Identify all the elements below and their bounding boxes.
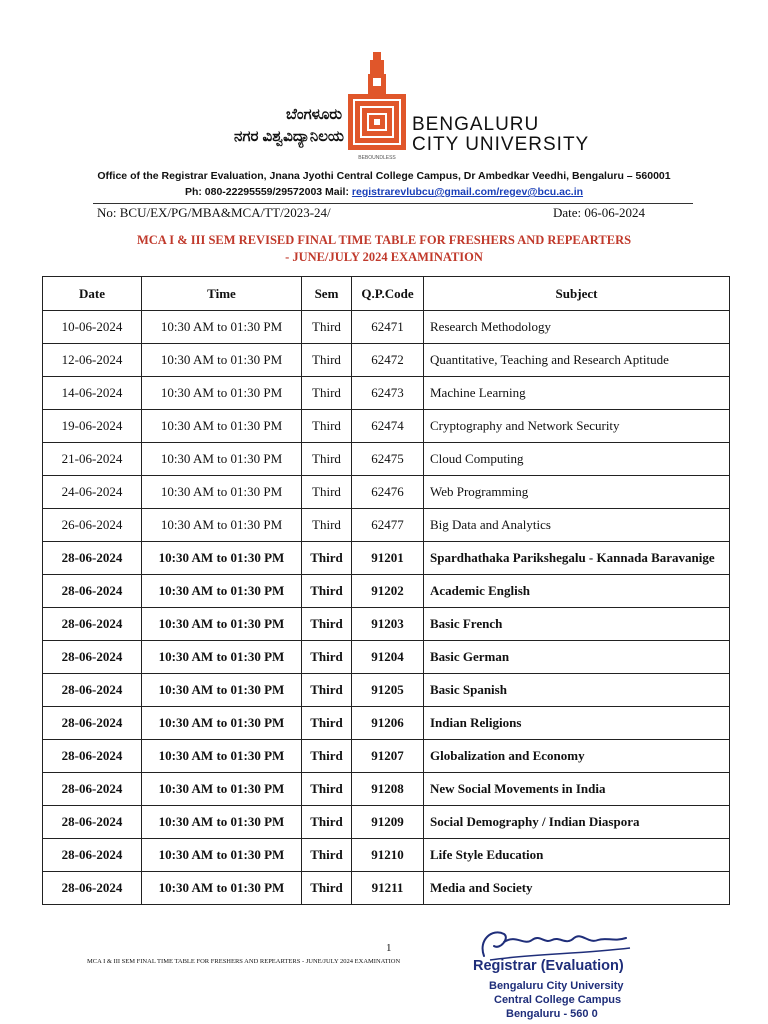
cell-time: 10:30 AM to 01:30 PM (142, 575, 302, 608)
table-row (43, 311, 730, 344)
cell-qp-code: 91211 (352, 872, 424, 905)
cell-sem: Third (302, 839, 352, 872)
cell-qp-code: 62474 (352, 410, 424, 443)
cell-date: 26-06-2024 (43, 509, 142, 542)
cell-date: 28-06-2024 (43, 740, 142, 773)
table-row (43, 509, 730, 542)
reference-number: No: BCU/EX/PG/MBA&MCA/TT/2023-24/ (97, 205, 331, 220)
phone-mail-prefix: Ph: 080-22295559/29572003 Mail: (184, 186, 349, 198)
cell-subject: Globalization and Economy (424, 740, 730, 773)
cell-time: 10:30 AM to 01:30 PM (142, 707, 302, 740)
cell-qp-code: 62475 (352, 443, 424, 476)
cell-date: 28-06-2024 (43, 839, 142, 872)
cell-qp-code: 91207 (352, 740, 424, 773)
cell-qp-code: 91206 (352, 707, 424, 740)
cell-subject: Web Programming (424, 476, 730, 509)
cell-subject: Big Data and Analytics (424, 509, 730, 542)
cell-time: 10:30 AM to 01:30 PM (142, 377, 302, 410)
cell-qp-code: 91208 (352, 773, 424, 806)
cell-date: 28-06-2024 (43, 641, 142, 674)
cell-date: 28-06-2024 (43, 575, 142, 608)
svg-text:BEBOUNDLESS: BEBOUNDLESS (358, 155, 396, 161)
cell-subject: Spardhathaka Parikshegalu - Kannada Baravanige (424, 542, 730, 575)
table-row (43, 641, 730, 674)
university-logo-emblem (346, 50, 408, 162)
cell-sem: Third (302, 773, 352, 806)
cell-date: 10-06-2024 (43, 311, 142, 344)
cell-time: 10:30 AM to 01:30 PM (142, 608, 302, 641)
cell-subject: Machine Learning (424, 377, 730, 410)
cell-sem: Third (302, 509, 352, 542)
cell-time: 10:30 AM to 01:30 PM (142, 872, 302, 905)
table-header-row (43, 277, 730, 311)
cell-time: 10:30 AM to 01:30 PM (142, 740, 302, 773)
cell-subject: Cryptography and Network Security (424, 410, 730, 443)
table-row (43, 377, 730, 410)
cell-date: 24-06-2024 (43, 476, 142, 509)
cell-date: 28-06-2024 (43, 773, 142, 806)
cell-qp-code: 91209 (352, 806, 424, 839)
registrar-seal-line3: Bengaluru - 560 0 (506, 1008, 598, 1020)
contact-line (0, 186, 768, 198)
cell-date: 12-06-2024 (43, 344, 142, 377)
university-name-kannada-line1: ಬೆಂಗಳೂರು (285, 106, 342, 123)
cell-subject: Cloud Computing (424, 443, 730, 476)
registrar-seal-line2: Central College Campus (494, 994, 622, 1006)
cell-sem: Third (302, 806, 352, 839)
cell-qp-code: 91202 (352, 575, 424, 608)
cell-subject: Basic German (424, 641, 730, 674)
cell-sem: Third (302, 476, 352, 509)
cell-sem: Third (302, 872, 352, 905)
cell-subject: Basic Spanish (424, 674, 730, 707)
cell-sem: Third (302, 740, 352, 773)
cell-qp-code: 91205 (352, 674, 424, 707)
cell-sem: Third (302, 608, 352, 641)
cell-time: 10:30 AM to 01:30 PM (142, 542, 302, 575)
registrar-title: Registrar (Evaluation) (473, 958, 624, 974)
cell-subject: Life Style Education (424, 839, 730, 872)
university-name-line2: CITY UNIVERSITY (412, 134, 590, 155)
cell-sem: Third (302, 641, 352, 674)
cell-date: 28-06-2024 (43, 707, 142, 740)
header-date: Date (43, 277, 142, 311)
cell-subject: Basic French (424, 608, 730, 641)
cell-subject: Research Methodology (424, 311, 730, 344)
office-address: Office of the Registrar Evaluation, Jnana Jyothi Central College Campus, Dr Ambedkar Veedhi, Bengaluru – 560001 (97, 170, 671, 182)
cell-qp-code: 91210 (352, 839, 424, 872)
table-row (43, 344, 730, 377)
header-time: Time (142, 277, 302, 311)
document-title-line2: - JUNE/JULY 2024 EXAMINATION (285, 250, 483, 264)
cell-date: 14-06-2024 (43, 377, 142, 410)
cell-subject: Indian Religions (424, 707, 730, 740)
cell-subject: Quantitative, Teaching and Research Aptitude (424, 344, 730, 377)
cell-subject: Academic English (424, 575, 730, 608)
cell-sem: Third (302, 707, 352, 740)
cell-date: 28-06-2024 (43, 872, 142, 905)
cell-sem: Third (302, 377, 352, 410)
cell-qp-code: 91204 (352, 641, 424, 674)
cell-sem: Third (302, 311, 352, 344)
cell-sem: Third (302, 575, 352, 608)
cell-sem: Third (302, 410, 352, 443)
registrar-seal-line1: Bengaluru City University (489, 980, 624, 992)
cell-time: 10:30 AM to 01:30 PM (142, 773, 302, 806)
cell-time: 10:30 AM to 01:30 PM (142, 476, 302, 509)
cell-date: 21-06-2024 (43, 443, 142, 476)
document-title-line1: MCA I & III SEM REVISED FINAL TIME TABLE FOR FRESHERS AND REPEARTERS (136, 233, 632, 247)
cell-date: 28-06-2024 (43, 806, 142, 839)
cell-qp-code: 62477 (352, 509, 424, 542)
exam-timetable (42, 276, 730, 905)
table-row (43, 872, 730, 905)
table-row (43, 542, 730, 575)
table-row (43, 707, 730, 740)
cell-sem: Third (302, 674, 352, 707)
cell-time: 10:30 AM to 01:30 PM (142, 839, 302, 872)
header-sem: Sem (302, 277, 352, 311)
table-row (43, 443, 730, 476)
cell-date: 19-06-2024 (43, 410, 142, 443)
cell-qp-code: 62472 (352, 344, 424, 377)
cell-time: 10:30 AM to 01:30 PM (142, 674, 302, 707)
university-name-line1: BENGALURU (412, 114, 540, 135)
cell-time: 10:30 AM to 01:30 PM (142, 410, 302, 443)
table-row (43, 740, 730, 773)
cell-sem: Third (302, 344, 352, 377)
header-divider (93, 203, 693, 204)
table-row (43, 608, 730, 641)
table-row (43, 839, 730, 872)
cell-date: 28-06-2024 (43, 608, 142, 641)
cell-subject: Media and Society (424, 872, 730, 905)
cell-qp-code: 62473 (352, 377, 424, 410)
table-row (43, 806, 730, 839)
table-row (43, 674, 730, 707)
cell-sem: Third (302, 542, 352, 575)
cell-time: 10:30 AM to 01:30 PM (142, 311, 302, 344)
cell-subject: New Social Movements in India (424, 773, 730, 806)
cell-time: 10:30 AM to 01:30 PM (142, 806, 302, 839)
table-row (43, 410, 730, 443)
cell-qp-code: 62476 (352, 476, 424, 509)
cell-qp-code: 91203 (352, 608, 424, 641)
cell-date: 28-06-2024 (43, 674, 142, 707)
cell-time: 10:30 AM to 01:30 PM (142, 443, 302, 476)
cell-qp-code: 62471 (352, 311, 424, 344)
table-row (43, 575, 730, 608)
header-subject: Subject (424, 277, 730, 311)
cell-subject: Social Demography / Indian Diaspora (424, 806, 730, 839)
table-row (43, 476, 730, 509)
footer-note: MCA I & III SEM FINAL TIME TABLE FOR FRESHERS AND REPEARTERS - JUNE/JULY 2024 EXAMINATION (87, 958, 401, 965)
university-name-kannada-line2: ನಗರ ವಿಶ್ವವಿದ್ಯಾನಿಲಯ (234, 128, 344, 145)
table-row (43, 773, 730, 806)
reference-date: Date: 06-06-2024 (553, 205, 646, 220)
cell-sem: Third (302, 443, 352, 476)
email-links[interactable]: registrarevlubcu@gmail.com/regev@bcu.ac.in (351, 186, 584, 198)
cell-time: 10:30 AM to 01:30 PM (142, 344, 302, 377)
header-qp-code: Q.P.Code (352, 277, 424, 311)
cell-qp-code: 91201 (352, 542, 424, 575)
cell-time: 10:30 AM to 01:30 PM (142, 641, 302, 674)
page-number: 1 (386, 942, 392, 954)
cell-time: 10:30 AM to 01:30 PM (142, 509, 302, 542)
cell-date: 28-06-2024 (43, 542, 142, 575)
